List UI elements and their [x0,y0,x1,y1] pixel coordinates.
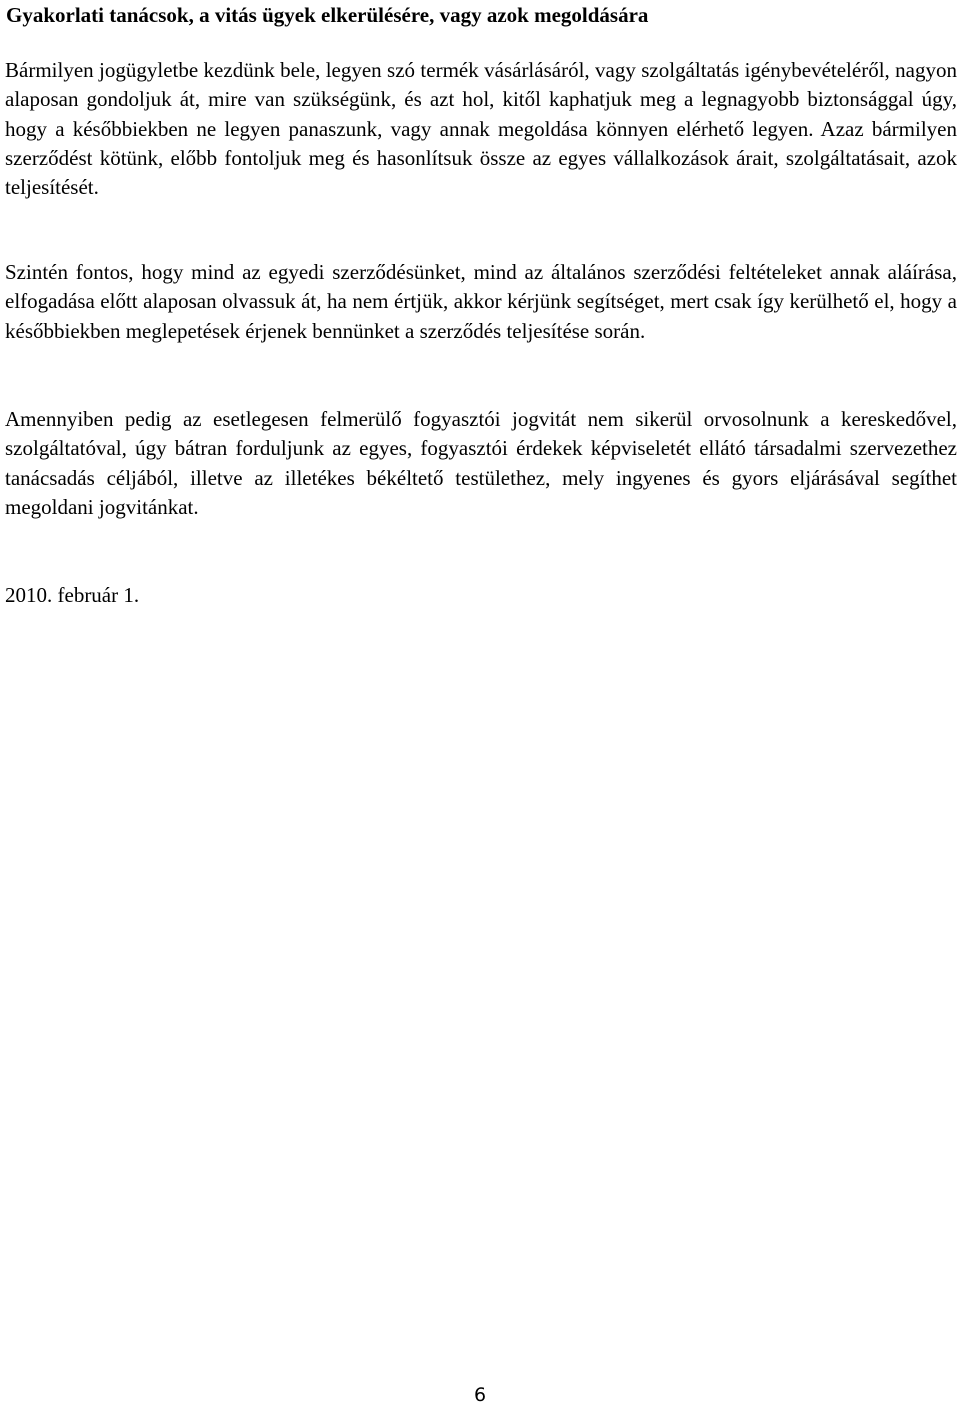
page-number: 6 [473,1384,487,1406]
document-title: Gyakorlati tanácsok, a vitás ügyek elkerülésére, vagy azok megoldására [6,3,649,27]
paragraph-3: Amennyiben pedig az esetlegesen felmerülő fogyasztói jogvitát nem sikerül orvosolnunk a kereskedővel, szolgáltatóval, úgy bátran forduljunk az egyes, fogyasztói érdekek képviseletét ellátó társadalmi szervezethez tanácsadás céljából, illetve az illetékes békéltető testülethez, mely ingyenes és gyors eljárásával segíthet megoldani jogvitánkat. [5,407,957,519]
document-date: 2010. február 1. [5,583,140,607]
paragraph-1: Bármilyen jogügyletbe kezdünk bele, legyen szó termék vásárlásáról, vagy szolgáltatás igénybevételéről, nagyon alaposan gondoljuk át, mire van szükségünk, és azt hol, kitől kaphatjuk meg a legnagyobb biztonsággal úgy, hogy a későbbiekben ne legyen panaszunk, vagy annak megoldása könnyen elérhető legyen. Azaz bármilyen szerződést kötünk, előbb fontoljuk meg és hasonlítsuk össze az egyes vállalkozások árait, szolgáltatásait, azok teljesítését. [5,58,957,200]
paragraph-2: Szintén fontos, hogy mind az egyedi szerződésünket, mind az általános szerződési feltételeket annak aláírása, elfogadása előtt alaposan olvassuk át, ha nem értjük, akkor kérjünk segítséget, mert csak így kerülhető el, hogy a későbbiekben meglepetések érjenek bennünket a szerződés teljesítése során. [5,260,957,343]
